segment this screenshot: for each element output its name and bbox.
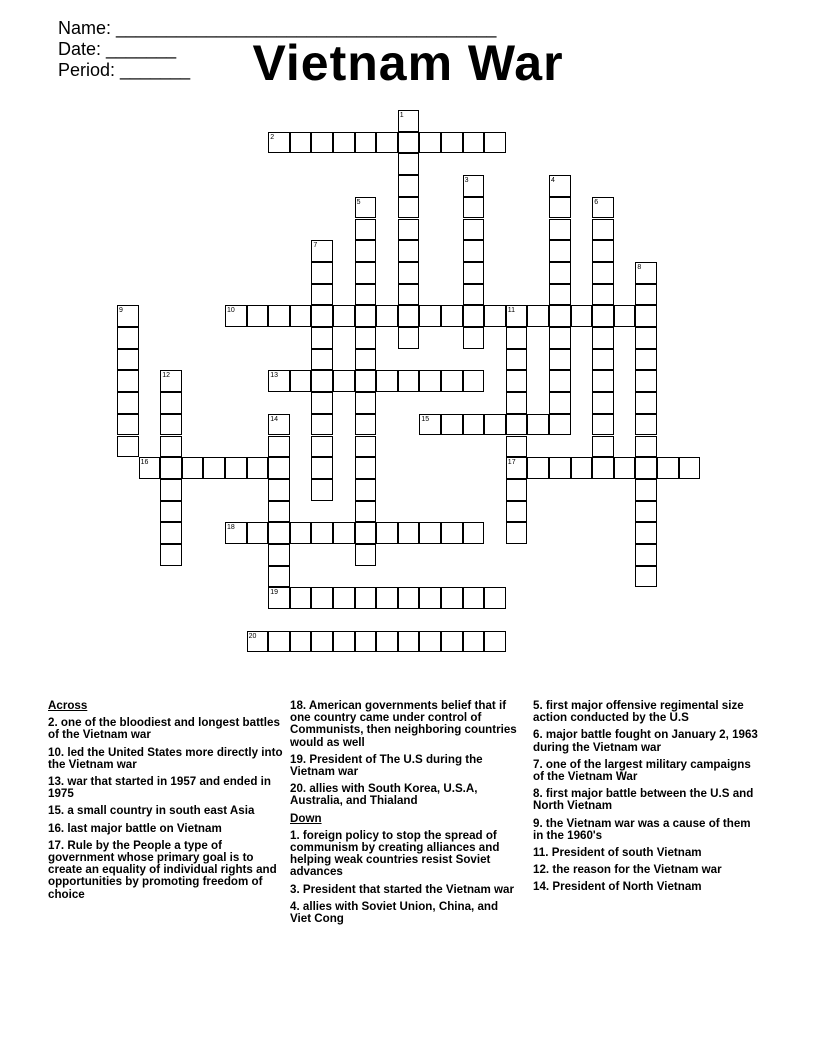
grid-cell[interactable] [463, 587, 485, 609]
grid-cell[interactable] [290, 370, 312, 392]
clue-down-7: 7. one of the largest military campaigns of the Vietnam War [533, 757, 751, 784]
clue-across-10: 10. led the United States more directly into the Vietnam war [48, 745, 283, 771]
grid-cell[interactable] [225, 305, 247, 327]
clue-number: 3 [464, 177, 469, 185]
grid-cell[interactable] [355, 587, 377, 609]
clues-column-2 [290, 700, 522, 930]
grid-cell[interactable] [506, 436, 528, 458]
grid-cell[interactable] [355, 522, 377, 544]
grid-cell[interactable] [225, 457, 247, 479]
grid-cell[interactable] [527, 414, 549, 436]
clue-number: 7 [313, 242, 318, 250]
grid-cell[interactable] [549, 262, 571, 284]
grid-cell[interactable] [355, 240, 377, 262]
grid-cell[interactable] [268, 501, 290, 523]
grid-cell[interactable] [419, 522, 441, 544]
grid-cell[interactable] [635, 349, 657, 371]
grid-cell[interactable] [506, 479, 528, 501]
grid-cell[interactable] [355, 544, 377, 566]
grid-cell[interactable] [355, 284, 377, 306]
grid-cell[interactable] [635, 370, 657, 392]
grid-cell[interactable] [333, 522, 355, 544]
grid-cell[interactable] [463, 262, 485, 284]
grid-cell[interactable] [506, 349, 528, 371]
grid-cell[interactable] [268, 631, 290, 653]
grid-cell[interactable] [463, 327, 485, 349]
clue-number: 6 [594, 198, 599, 206]
grid-cell[interactable] [355, 479, 377, 501]
grid-cell[interactable] [506, 370, 528, 392]
grid-cell[interactable] [355, 436, 377, 458]
grid-cell[interactable] [268, 479, 290, 501]
grid-cell[interactable] [441, 631, 463, 653]
grid-cell[interactable] [268, 414, 290, 436]
grid-cell[interactable] [463, 175, 485, 197]
grid-cell[interactable] [311, 305, 333, 327]
grid-cell[interactable] [376, 370, 398, 392]
grid-cell[interactable] [635, 479, 657, 501]
grid-cell[interactable] [419, 631, 441, 653]
date-field[interactable]: Date: _______ [58, 39, 177, 59]
grid-cell[interactable] [139, 457, 161, 479]
grid-cell[interactable] [290, 305, 312, 327]
clue-across-15: 15. a small country in south east Asia [48, 804, 255, 818]
grid-cell[interactable] [484, 631, 506, 653]
grid-cell[interactable] [506, 327, 528, 349]
grid-cell[interactable] [398, 153, 420, 175]
grid-cell[interactable] [549, 305, 571, 327]
grid-cell[interactable] [247, 457, 269, 479]
grid-cell[interactable] [355, 132, 377, 154]
grid-cell[interactable] [592, 240, 614, 262]
grid-cell[interactable] [506, 522, 528, 544]
page-title: Vietnam War [252, 35, 564, 91]
clue-number: 5 [356, 198, 361, 206]
clue-number: 15 [421, 415, 430, 423]
grid-cell[interactable] [355, 501, 377, 523]
grid-cell[interactable] [463, 370, 485, 392]
clue-number: 11 [507, 307, 516, 315]
grid-cell[interactable] [463, 522, 485, 544]
grid-cell[interactable] [441, 414, 463, 436]
grid-cell[interactable] [117, 392, 139, 414]
grid-cell[interactable] [268, 436, 290, 458]
clue-down-5: 5. first major offensive regimental size action conducted by the U.S [533, 699, 744, 725]
grid-cell[interactable] [311, 587, 333, 609]
across-heading: Across [48, 699, 88, 712]
grid-cell[interactable] [311, 631, 333, 653]
grid-cell[interactable] [635, 284, 657, 306]
grid-cell[interactable] [506, 414, 528, 436]
grid-cell[interactable] [527, 457, 549, 479]
grid-cell[interactable] [484, 414, 506, 436]
grid-cell[interactable] [635, 501, 657, 523]
grid-cell[interactable] [247, 522, 269, 544]
clue-across-20: 20. allies with South Korea, U.S.A, Australia, and Thialand [290, 782, 478, 808]
period-field[interactable]: Period: _______ [58, 60, 191, 80]
grid-cell[interactable] [484, 587, 506, 609]
grid-cell[interactable] [635, 522, 657, 544]
clue-across-17: 17. Rule by the People a type of government whose primary goal is to create an equality of individual rights and opportunities by promoting freedom of choice [48, 838, 277, 901]
grid-cell[interactable] [484, 132, 506, 154]
grid-cell[interactable] [549, 392, 571, 414]
grid-cell[interactable] [355, 197, 377, 219]
grid-cell[interactable] [592, 349, 614, 371]
grid-cell[interactable] [333, 370, 355, 392]
grid-cell[interactable] [398, 219, 420, 241]
clue-down-9: 9. the Vietnam war was a cause of them in the 1960's [533, 816, 751, 842]
grid-cell[interactable] [268, 566, 290, 588]
grid-cell[interactable] [247, 631, 269, 653]
grid-cell[interactable] [592, 197, 614, 219]
grid-cell[interactable] [527, 305, 549, 327]
clues-column-3 [533, 700, 763, 899]
grid-cell[interactable] [463, 132, 485, 154]
grid-cell[interactable] [419, 132, 441, 154]
grid-cell[interactable] [376, 522, 398, 544]
grid-cell[interactable] [571, 305, 593, 327]
grid-cell[interactable] [441, 370, 463, 392]
grid-cell[interactable] [268, 305, 290, 327]
grid-cell[interactable] [398, 175, 420, 197]
grid-cell[interactable] [398, 370, 420, 392]
clue-number: 2 [270, 133, 275, 141]
grid-cell[interactable] [398, 305, 420, 327]
clue-down-14: 14. President of North Vietnam [533, 880, 702, 894]
grid-cell[interactable] [398, 284, 420, 306]
grid-cell[interactable] [160, 392, 182, 414]
grid-cell[interactable] [376, 305, 398, 327]
grid-cell[interactable] [311, 349, 333, 371]
grid-cell[interactable] [376, 631, 398, 653]
grid-cell[interactable] [441, 587, 463, 609]
grid-cell[interactable] [355, 305, 377, 327]
grid-cell[interactable] [311, 262, 333, 284]
grid-cell[interactable] [592, 262, 614, 284]
grid-cell[interactable] [355, 370, 377, 392]
clue-down-11: 11. President of south Vietnam [533, 846, 702, 860]
grid-cell[interactable] [268, 457, 290, 479]
grid-cell[interactable] [506, 501, 528, 523]
grid-cell[interactable] [635, 262, 657, 284]
grid-cell[interactable] [311, 436, 333, 458]
grid-cell[interactable] [506, 457, 528, 479]
grid-cell[interactable] [592, 436, 614, 458]
grid-cell[interactable] [355, 349, 377, 371]
grid-cell[interactable] [549, 197, 571, 219]
grid-cell[interactable] [592, 305, 614, 327]
grid-cell[interactable] [592, 327, 614, 349]
grid-cell[interactable] [571, 457, 593, 479]
down-heading: Down [290, 811, 322, 825]
grid-cell[interactable] [635, 414, 657, 436]
grid-cell[interactable] [549, 240, 571, 262]
clue-down-6: 6. major battle fought on January 2, 1963 during the Vietnam war [533, 728, 758, 754]
clue-across-16: 16. last major battle on Vietnam [48, 821, 222, 835]
grid-cell[interactable] [463, 631, 485, 653]
grid-cell[interactable] [117, 370, 139, 392]
clue-down-8: 8. first major battle between the U.S and North Vietnam [533, 787, 754, 813]
grid-cell[interactable] [117, 349, 139, 371]
grid-cell[interactable] [549, 219, 571, 241]
grid-cell[interactable] [355, 219, 377, 241]
clue-across-13: 13. war that started in 1957 and ended in 1975 [48, 775, 271, 801]
grid-cell[interactable] [225, 522, 247, 544]
grid-cell[interactable] [419, 414, 441, 436]
grid-cell[interactable] [614, 305, 636, 327]
grid-cell[interactable] [160, 501, 182, 523]
clue-across-2: 2. one of the bloodiest and longest battles of the Vietnam war [48, 716, 280, 742]
grid-cell[interactable] [311, 240, 333, 262]
grid-cell[interactable] [549, 284, 571, 306]
grid-cell[interactable] [247, 305, 269, 327]
grid-cell[interactable] [398, 262, 420, 284]
grid-cell[interactable] [311, 284, 333, 306]
grid-cell[interactable] [398, 197, 420, 219]
grid-cell[interactable] [398, 522, 420, 544]
grid-cell[interactable] [635, 457, 657, 479]
grid-cell[interactable] [311, 522, 333, 544]
grid-cell[interactable] [268, 587, 290, 609]
grid-cell[interactable] [355, 392, 377, 414]
grid-cell[interactable] [290, 522, 312, 544]
clue-number: 20 [248, 632, 257, 640]
clue-down-12: 12. the reason for the Vietnam war [533, 863, 722, 877]
grid-cell[interactable] [203, 457, 225, 479]
grid-cell[interactable] [463, 284, 485, 306]
grid-cell[interactable] [463, 240, 485, 262]
grid-cell[interactable] [290, 631, 312, 653]
grid-cell[interactable] [419, 370, 441, 392]
grid-cell[interactable] [635, 327, 657, 349]
grid-cell[interactable] [549, 370, 571, 392]
grid-cell[interactable] [268, 132, 290, 154]
grid-cell[interactable] [117, 436, 139, 458]
grid-cell[interactable] [311, 479, 333, 501]
grid-cell[interactable] [268, 370, 290, 392]
clue-number: 8 [637, 263, 642, 271]
grid-cell[interactable] [635, 566, 657, 588]
grid-cell[interactable] [614, 457, 636, 479]
grid-cell[interactable] [398, 110, 420, 132]
clue-number: 10 [227, 307, 235, 315]
grid-cell[interactable] [419, 587, 441, 609]
grid-cell[interactable] [549, 349, 571, 371]
grid-cell[interactable] [398, 240, 420, 262]
clue-number: 4 [551, 177, 555, 185]
clue-across-19: 19. President of The U.S during the Vietnam war [290, 752, 483, 779]
grid-cell[interactable] [463, 414, 485, 436]
grid-cell[interactable] [441, 132, 463, 154]
grid-cell[interactable] [160, 479, 182, 501]
grid-cell[interactable] [355, 631, 377, 653]
clue-number: 1 [399, 112, 404, 119]
grid-cell[interactable] [592, 284, 614, 306]
clue-down-4: 4. allies with Soviet Union, China, and Viet Cong [290, 899, 499, 926]
grid-cell[interactable] [635, 305, 657, 327]
grid-cell[interactable] [355, 457, 377, 479]
grid-cell[interactable] [290, 132, 312, 154]
grid-cell[interactable] [355, 327, 377, 349]
grid-cell[interactable] [311, 392, 333, 414]
clue-down-1: 1. foreign policy to stop the spread of communism by creating alliances and helping weak countries resist Soviet advances [290, 828, 500, 879]
clue-number: 13 [270, 372, 278, 380]
grid-cell[interactable] [463, 305, 485, 327]
grid-cell[interactable] [592, 370, 614, 392]
grid-cell[interactable] [160, 544, 182, 566]
grid-cell[interactable] [160, 370, 182, 392]
grid-cell[interactable] [117, 414, 139, 436]
grid-cell[interactable] [549, 414, 571, 436]
grid-cell[interactable] [592, 414, 614, 436]
grid-cell[interactable] [355, 262, 377, 284]
grid-cell[interactable] [679, 457, 701, 479]
grid-cell[interactable] [398, 631, 420, 653]
grid-cell[interactable] [268, 522, 290, 544]
grid-cell[interactable] [333, 305, 355, 327]
grid-cell[interactable] [549, 457, 571, 479]
grid-cell[interactable] [592, 392, 614, 414]
grid-cell[interactable] [635, 436, 657, 458]
grid-cell[interactable] [635, 544, 657, 566]
clue-across-18: 18. American governments belief that if one country came under control of Communists, then neighboring countries would as well [290, 699, 517, 749]
grid-cell[interactable] [311, 132, 333, 154]
clue-down-3: 3. President that started the Vietnam war [290, 882, 515, 896]
clue-number: 18 [227, 524, 235, 532]
clue-number: 12 [162, 372, 170, 380]
grid-cell[interactable] [355, 414, 377, 436]
grid-cell[interactable] [333, 587, 355, 609]
grid-cell[interactable] [160, 457, 182, 479]
clue-number: 16 [140, 459, 149, 467]
grid-cell[interactable] [333, 132, 355, 154]
grid-cell[interactable] [182, 457, 204, 479]
grid-cell[interactable] [592, 457, 614, 479]
grid-cell[interactable] [463, 219, 485, 241]
grid-cell[interactable] [160, 414, 182, 436]
grid-cell[interactable] [549, 327, 571, 349]
grid-cell[interactable] [376, 132, 398, 154]
grid-cell[interactable] [398, 587, 420, 609]
clue-number: 9 [119, 307, 123, 315]
grid-cell[interactable] [117, 305, 139, 327]
clue-number: 14 [270, 415, 278, 423]
grid-cell[interactable] [311, 327, 333, 349]
grid-cell[interactable] [160, 436, 182, 458]
clues-column-1 [48, 700, 284, 906]
name-field[interactable]: Name: ______________________________________ [58, 18, 497, 38]
grid-cell[interactable] [441, 305, 463, 327]
grid-cell[interactable] [592, 219, 614, 241]
grid-cell[interactable] [117, 327, 139, 349]
grid-cell[interactable] [635, 392, 657, 414]
grid-cell[interactable] [311, 370, 333, 392]
grid-cell[interactable] [398, 327, 420, 349]
grid-cell[interactable] [441, 522, 463, 544]
grid-cell[interactable] [506, 392, 528, 414]
clue-number: 19 [270, 589, 278, 597]
grid-cell[interactable] [484, 305, 506, 327]
grid-cell[interactable] [268, 544, 290, 566]
grid-cell[interactable] [290, 587, 312, 609]
grid-cell[interactable] [657, 457, 679, 479]
clue-number: 17 [507, 459, 516, 467]
grid-cell[interactable] [419, 305, 441, 327]
grid-cell[interactable] [333, 631, 355, 653]
grid-cell[interactable] [549, 175, 571, 197]
grid-cell[interactable] [463, 197, 485, 219]
grid-cell[interactable] [398, 132, 420, 154]
grid-cell[interactable] [311, 414, 333, 436]
grid-cell[interactable] [376, 587, 398, 609]
grid-cell[interactable] [506, 305, 528, 327]
grid-cell[interactable] [311, 457, 333, 479]
grid-cell[interactable] [160, 522, 182, 544]
